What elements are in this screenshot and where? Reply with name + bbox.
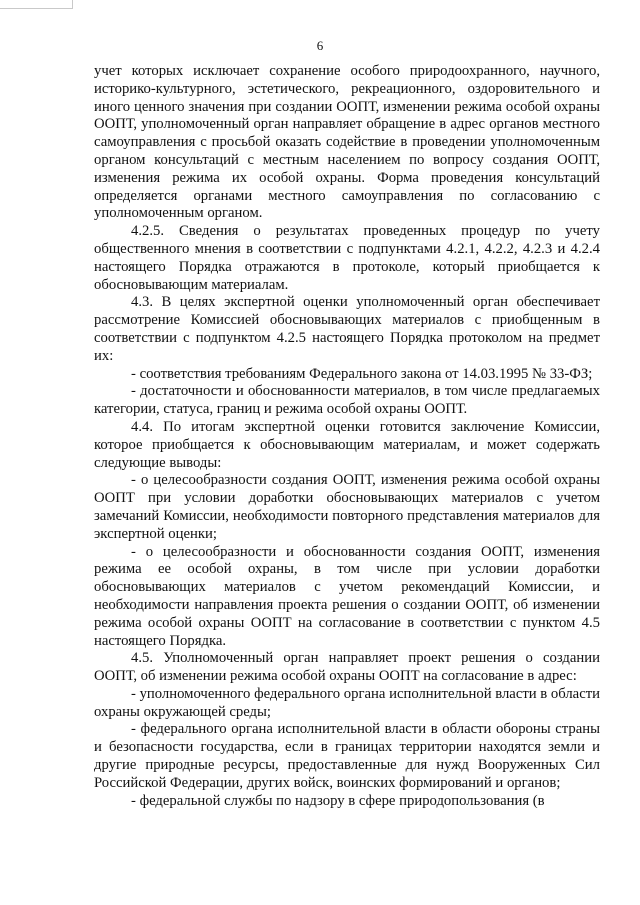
paragraph-4-3: 4.3. В целях экспертной оценки уполномоченный орган обеспечивает рассмотрение Комиссией обосновывающих материалов с приобщенным в соответствии с подпунктом 4.2.5 настоящего Порядка протоколом на предмет их:	[94, 294, 600, 364]
list-item-conclusion-approve: - о целесообразности и обоснованности создания ООПТ, изменения режима ее особой охраны, в том числе при условии доработки обосновывающих материалов с учетом рекомендаций Комиссии, и необходимости направления проекта решения о создании ООПТ, об изменении режима особой охраны ООПТ на согласование в соответствии с пунктом 4.5 настоящего Порядка.	[94, 543, 600, 649]
list-item-federal-law: - соответствия требованиям Федерального закона от 14.03.1995 № 33-ФЗ;	[131, 365, 593, 382]
scan-corner-mark	[0, 0, 73, 9]
page-number: 6	[316, 38, 324, 53]
paragraph-4-4: 4.4. По итогам экспертной оценки готовится заключение Комиссии, которое приобщается к обосновывающим материалам, и может содержать следующие выводы:	[94, 418, 600, 471]
paragraph-consultations: учет которых исключает сохранение особого природоохранного, научного, историко-культурного, эстетического, рекреационного, оздоровительного и иного ценного значения при создании ООПТ, изменении режима особой охраны ООПТ, уполномоченный орган направляет обращение в адрес органов местного самоуправления с просьбой оказать содействие в проведении уполномоченным органом консультаций с местным населением по вопросу создания ООПТ, изменения режима их особой охраны. Форма проведения консультаций определяется органами местного самоуправления по согласованию с уполномоченным органом.	[94, 63, 600, 222]
list-item-conclusion-rework: - о целесообразности создания ООПТ, изменения режима особой охраны ООПТ при условии доработки обосновывающих материалов с учетом замечаний Комиссии, необходимости повторного представления материалов для экспертной оценки;	[94, 472, 600, 542]
paragraph-4-2-5: 4.2.5. Сведения о результатах проведенных процедур по учету общественного мнения в соответствии с подпунктами 4.2.1, 4.2.2, 4.2.3 и 4.2.4 настоящего Порядка отражаются в протоколе, который приобщается к обосновывающим материалам.	[94, 223, 600, 293]
document-body	[94, 63, 600, 810]
list-item-defense-authority: - федерального органа исполнительной власти в области обороны страны и безопасности государства, если в границах территории находятся земли и другие природные ресурсы, предоставленные для нужд Вооруженных Сил Российской Федерации, других войск, воинских формирований и органов;	[94, 721, 600, 791]
list-item-sufficiency: - достаточности и обоснованности материалов, в том числе предлагаемых категории, статуса, границ и режима особой охраны ООПТ.	[94, 383, 600, 418]
list-item-environment-authority: - уполномоченного федерального органа исполнительной власти в области охраны окружающей среды;	[94, 685, 600, 720]
paragraph-4-5: 4.5. Уполномоченный орган направляет проект решения о создании ООПТ, об изменении режима особой охраны ООПТ на согласование в адрес:	[94, 650, 600, 685]
list-item-nature-supervision: - федеральной службы по надзору в сфере природопользования (в	[131, 792, 545, 809]
